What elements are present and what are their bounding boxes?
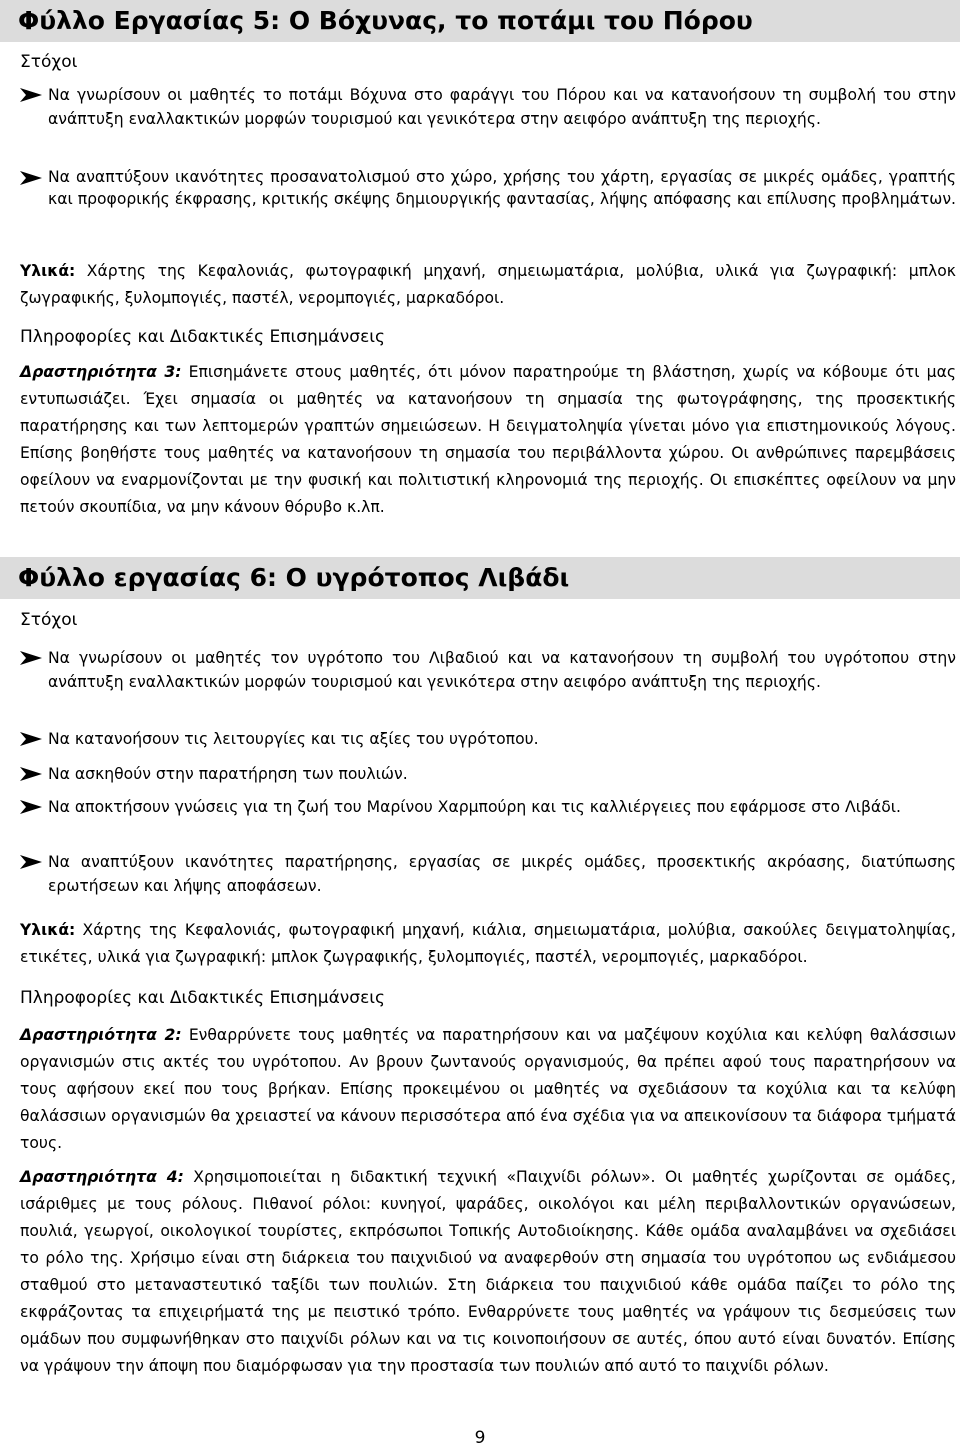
worksheet-5-activity-3 — [20, 359, 956, 521]
activity-text: Χρησιμοποιείται η διδακτική τεχνική «Παιχνίδι ρόλων». Οι μαθητές χωρίζονται σε ομάδες, ισάριθμες με τους ρόλους. Πιθανοί ρόλοι: κυνηγοί, ψαράδες, οικολόγοι και μέλη περιβαλλοντικών οργανώσεων, πουλιά, γεωργοί, οικολογικοί τουρίστες, εκπρόσωποι Τοπικής Αυτοδιοίκησης. Κάθε ομάδα αναλαμβάνει να σχεδιάσει το ρόλο της. Χρήσιμο είναι στη διάρκεια του παιχνιδιού να αναφερθούν στη σημασία του υγρότοπου ως ενδιάμεσου σταθμού στο μεταναστευτικό ταξίδι των πουλιών. Στη διάρκεια του παιχνιδιού κάθε ομάδα παίζει το ρόλο της εκφράζοντας τα επιχειρήματά της με πειστικό τρόπο. Ενθαρρύνετε τους μαθητές να γράψουν τις δεσμεύσεις των ομάδων που συμφωνήθηκαν στο παιχνίδι ρόλων και να τις κοινοποιήσουν σε αυτές, όπου αυτό είναι δυνατόν. Επίσης να γράψουν την άποψη που διαμόρφωσαν για την προστασία των πουλιών από αυτό το παιχνίδι ρόλων. — [20, 1168, 957, 1375]
goal-text: Να αναπτύξουν ικανότητες προσανατολισμού στο χώρο, χρήσης του χάρτη, εργασίας σε μικρές ομάδες, γραπτής και προφορικής έκφρασης, κριτικής σκέψης δημιουργικής φαντασίας, λήψης απόφασης και επίλυσης προβλημάτων. — [48, 168, 957, 208]
goal-text: Να κατανοήσουν τις λειτουργίες και τις αξίες του υγρότοπου. — [48, 730, 539, 748]
arrow-bullet-icon — [20, 767, 42, 781]
materials-label: Υλικά: — [20, 262, 76, 280]
arrow-bullet-icon — [20, 651, 42, 665]
worksheet-5-info-heading: Πληροφορίες και Διδακτικές Επισημάνσεις — [20, 327, 385, 347]
activity-text: Ενθαρρύνετε τους μαθητές να παρατηρήσουν και να μαζέψουν κοχύλια και κελύφη θαλάσσιων οργανισμών στις ακτές του υγρότοπου. Αν βρουν ζωντανούς οργανισμούς, θα πρέπει αφού τους παρατηρήσουν να τους αφήσουν εκεί που τους βρήκαν. Επίσης προκειμένου οι μαθητές να σχεδιάσουν τα κοχύλια και τα κελύφη θαλάσσιων οργανισμών θα χρειαστεί να κάνουν περισσότερα από ένα σχέδια για να απεικονίσουν τα διάφορα τμήματά τους. — [20, 1026, 956, 1152]
worksheet-6-goal-3 — [48, 762, 956, 786]
materials-label: Υλικά: — [20, 921, 76, 939]
worksheet-5-title: Φύλλο Εργασίας 5: Ο Βόχυνας, το ποτάμι του Πόρου — [0, 0, 960, 42]
arrow-bullet-icon — [20, 732, 42, 746]
worksheet-6-activity-4 — [20, 1164, 956, 1380]
worksheet-6-goal-4 — [48, 795, 956, 819]
worksheet-6-goals-heading: Στόχοι — [20, 610, 78, 630]
goal-text: Να αποκτήσουν γνώσεις για τη ζωή του Μαρίνου Χαρμπούρη και τις καλλιέργειες που εφάρμοσε στο Λιβάδι. — [48, 798, 901, 816]
activity-label: Δραστηριότητα 3: — [20, 363, 182, 381]
page-number: 9 — [474, 1428, 486, 1448]
activity-label: Δραστηριότητα 4: — [20, 1168, 184, 1186]
materials-text: Χάρτης της Κεφαλονιάς, φωτογραφική μηχανή, σημειωματάρια, μολύβια, υλικά για ζωγραφική: μπλοκ ζωγραφικής, ξυλομπογιές, παστέλ, νερομπογιές, μαρκαδόροι. — [20, 262, 956, 307]
worksheet-6-title: Φύλλο εργασίας 6: Ο υγρότοπος Λιβάδι — [0, 557, 960, 599]
worksheet-6-info-heading: Πληροφορίες και Διδακτικές Επισημάνσεις — [20, 988, 385, 1008]
activity-text: Επισημάνετε στους μαθητές, ότι μόνον παρατηρούμε τη βλάστηση, χωρίς να κόβουμε ότι μας εντυπωσιάζει. Έχει σημασία οι μαθητές να κατανοήσουν τη σημασία της φωτογράφησης, της προσεκτικής παρατήρησης και των λεπτομερών γραπτών σημειώσεων. Η δειγματοληψία γίνεται μόνο για επιστημονικούς λόγους. Επίσης βοηθήστε τους μαθητές να κατανοήσουν τη σημασία του περιβάλλοντα χώρου. Οι ανθρώπινες παρεμβάσεις οφείλουν να εναρμονίζονται με την φυσική και πολιτιστική κληρονομιά της περιοχής. Οι επισκέπτες οφείλουν να μην πετούν σκουπίδια, να μην κάνουν θόρυβο κ.λπ. — [20, 363, 956, 516]
worksheet-6-materials — [20, 917, 956, 971]
goal-text: Να γνωρίσουν οι μαθητές το ποτάμι Βόχυνα στο φαράγγι του Πόρου και να κατανοήσουν τη συμβολή του στην ανάπτυξη εναλλακτικών μορφών τουρισμού και γενικότερα στην αειφόρο ανάπτυξη της περιοχής. — [48, 86, 956, 128]
worksheet-5-materials — [20, 258, 956, 312]
worksheet-6-goal-2 — [48, 727, 956, 751]
arrow-bullet-icon — [20, 88, 42, 102]
worksheet-5-goals-heading: Στόχοι — [20, 52, 78, 72]
worksheet-6-goal-1 — [48, 646, 956, 694]
worksheet-6-goal-5 — [48, 850, 956, 898]
worksheet-5-goal-1 — [48, 83, 956, 131]
goal-text: Να ασκηθούν στην παρατήρηση των πουλιών. — [48, 765, 408, 783]
goal-text: Να γνωρίσουν οι μαθητές τον υγρότοπο του Λιβαδιού και να κατανοήσουν τη συμβολή του υγρότοπου στην ανάπτυξη εναλλακτικών μορφών τουρισμού και γενικότερα στην αειφόρο ανάπτυξη της περιοχής. — [48, 649, 956, 691]
worksheet-6-activity-2 — [20, 1022, 956, 1157]
goal-text: Να αναπτύξουν ικανότητες παρατήρησης, εργασίας σε μικρές ομάδες, προσεκτικής ακρόασης, διατύπωσης ερωτήσεων και λήψης αποφάσεων. — [48, 853, 956, 895]
arrow-bullet-icon — [20, 855, 42, 869]
materials-text: Χάρτης της Κεφαλονιάς, φωτογραφική μηχανή, κιάλια, σημειωματάρια, μολύβια, σακούλες δειγματοληψίας, ετικέτες, υλικά για ζωγραφική: μπλοκ ζωγραφικής, ξυλομπογιές, παστέλ, νερομπογιές, μαρκαδόροι. — [20, 921, 956, 966]
arrow-bullet-icon — [20, 171, 42, 185]
worksheet-5-goal-2 — [48, 166, 956, 210]
activity-label: Δραστηριότητα 2: — [20, 1026, 182, 1044]
arrow-bullet-icon — [20, 800, 42, 814]
